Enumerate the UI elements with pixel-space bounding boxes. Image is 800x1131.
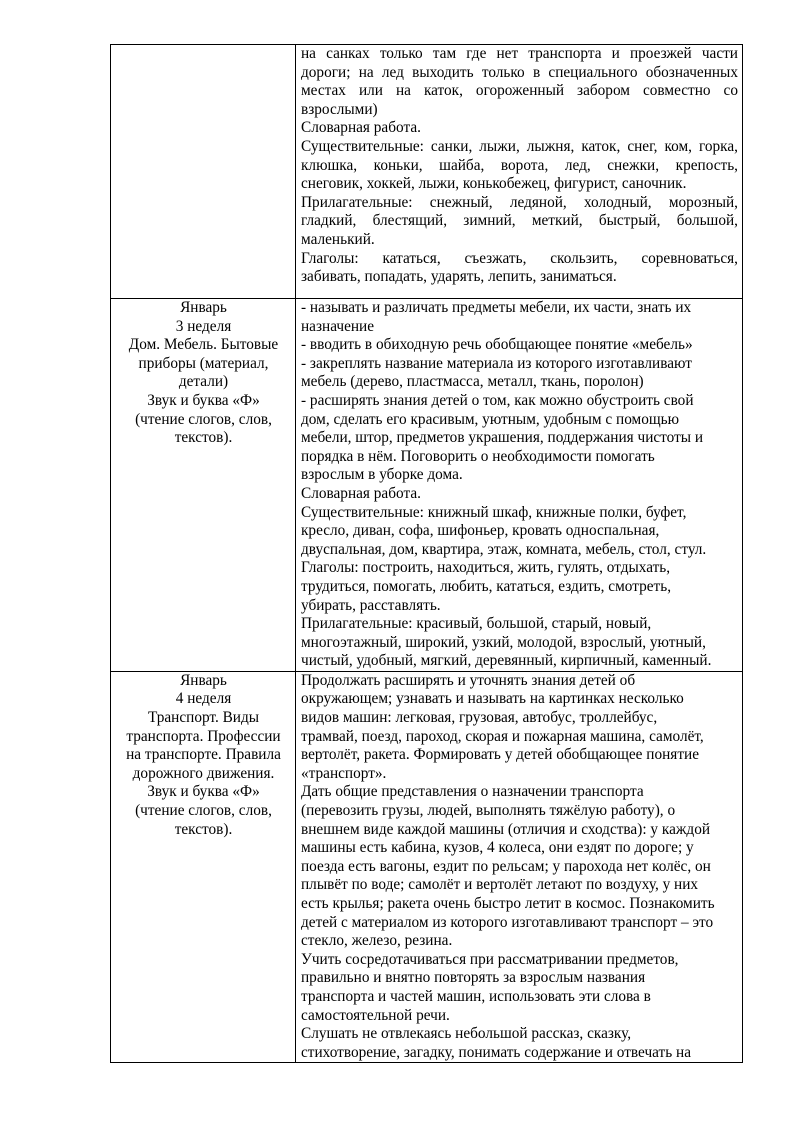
content-line: кресло, диван, софа, шифоньер, кровать односпальная, [301, 522, 660, 540]
content-line: взрослыми) [301, 100, 378, 118]
content-line: Прилагательные: красивый, большой, старый, новый, [301, 615, 652, 633]
period-cell [111, 671, 296, 1062]
content-line: убирать, расставлять. [301, 596, 441, 614]
content-cell [296, 45, 743, 299]
content-line: Прилагательные: снежный, ледяной, холодный, морозный, [301, 193, 738, 211]
content-line: транспорта и частей машин, использовать эти слова в [301, 987, 651, 1005]
period-line: детали) [178, 373, 229, 391]
period-line: 3 неделя [175, 317, 232, 335]
content-line: - вводить в обиходную речь обобщающее понятие «мебель» [301, 336, 693, 354]
plan-table [110, 44, 743, 1063]
content-line: вертолёт, ракета. Формировать у детей обобщающее понятие [301, 746, 699, 764]
content-line: Словарная работа. [301, 484, 421, 502]
period-cell [111, 45, 296, 299]
content-line: - закреплять название материала из которого изготавливают [301, 354, 692, 372]
content-line: маленький. [301, 230, 375, 248]
period-line: 4 неделя [175, 690, 232, 708]
content-line: дом, сделать его красивым, уютным, удобным с помощью [301, 410, 680, 428]
content-line: местах или на каток, огороженный забором совместно со [301, 82, 738, 100]
content-line: двуспальная, дом, квартира, этаж, комната, мебель, стол, стул. [301, 540, 707, 558]
content-line: мебели, штор, предметов украшения, поддержания чистоты и [301, 429, 704, 447]
period-line: приборы (материал, [138, 354, 269, 372]
content-line: внешнем виде каждой машины (отличия и сходства): у каждой [301, 820, 711, 838]
content-line: чистый, удобный, мягкий, деревянный, кирпичный, каменный. [301, 652, 712, 670]
content-line: плывёт по воде; самолёт и вертолёт летают по воздуху, у них [301, 876, 699, 894]
content-line: «транспорт». [301, 764, 387, 782]
content-line: Словарная работа. [301, 119, 421, 137]
content-line: Глаголы: кататься, съезжать, скользить, соревноваться, [301, 249, 738, 267]
content-line: порядка в нём. Поговорить о необходимости помогать [301, 447, 655, 465]
content-line: многоэтажный, широкий, узкий, молодой, взрослый, уютный, [301, 633, 706, 651]
period-line: Транспорт. Виды [147, 709, 260, 727]
content-line: дороги; на лед выходить только в специального обозначенных [301, 63, 738, 81]
content-line: клюшка, коньки, шайба, ворота, лед, снежки, крепость, [301, 156, 738, 174]
table-row [111, 45, 743, 299]
content-line: видов машин: легковая, грузовая, автобус, троллейбус, [301, 709, 658, 727]
table-row [111, 671, 743, 1062]
content-cell [296, 299, 743, 672]
content-line: Существительные: санки, лыжи, лыжня, каток, снег, ком, горка, [301, 137, 738, 155]
content-line: Слушать не отвлекаясь небольшой рассказ, сказку, [301, 1025, 632, 1043]
period-line: Звук и буква «Ф» [147, 391, 260, 409]
period-line: (чтение слогов, слов, [135, 802, 272, 820]
content-line: стекло, железо, резина. [301, 932, 453, 950]
content-line: окружающем; узнавать и называть на картинках несколько [301, 690, 684, 708]
content-line: (перевозить грузы, людей, выполнять тяжёлую работу), о [301, 802, 676, 820]
period-line: Звук и буква «Ф» [147, 783, 260, 801]
table-row [111, 299, 743, 672]
content-line: трудиться, помогать, любить, кататься, ездить, смотреть, [301, 577, 672, 595]
content-line: гладкий, блестящий, зимний, меткий, быстрый, большой, [301, 212, 738, 230]
content-line: - называть и различать предметы мебели, их части, знать их [301, 299, 692, 316]
content-line: детей с материалом из которого изготавливают транспорт – это [301, 913, 714, 931]
content-line: Продолжать расширять и уточнять знания детей об [301, 671, 636, 689]
content-line: взрослым в уборке дома. [301, 466, 463, 484]
content-line: правильно и внятно повторять за взрослым названия [301, 969, 646, 987]
period-line: дорожного движения. [132, 764, 275, 782]
content-line: забивать, попадать, ударять, лепить, заниматься. [301, 268, 617, 286]
content-line: Глаголы: построить, находиться, жить, гулять, отдыхать, [301, 559, 671, 577]
period-line: Январь [180, 299, 227, 316]
content-line: трамвай, поезд, пароход, скорая и пожарная машина, самолёт, [301, 727, 704, 745]
period-cell [111, 299, 296, 672]
content-line: есть крылья; ракета очень быстро летит в космос. Познакомить [301, 895, 715, 912]
content-line: Существительные: книжный шкаф, книжные полки, буфет, [301, 503, 687, 521]
period-line: транспорта. Профессии [126, 727, 281, 745]
content-line: поезда есть вагоны, ездит по рельсам; у парохода нет колёс, он [301, 857, 711, 875]
period-line: Дом. Мебель. Бытовые [128, 336, 279, 354]
content-line: Учить сосредотачиваться при рассматривании предметов, [301, 950, 679, 968]
content-line: мебель (дерево, пластмасса, металл, ткань, поролон) [301, 373, 644, 391]
period-line: текстов). [174, 429, 233, 447]
period-line: Январь [180, 671, 227, 689]
content-line: на санках только там где нет транспорта и проезжей части [301, 45, 738, 62]
content-line: снеговик, хоккей, лыжи, конькобежец, фигурист, саночник. [301, 175, 687, 193]
period-line: на транспорте. Правила [126, 746, 281, 764]
content-line: Дать общие представления о назначении транспорта [301, 783, 644, 801]
content-line: самостоятельной речи. [301, 1006, 450, 1024]
content-line: машины есть кабина, кузов, 4 колеса, они ездят по дороге; у [301, 839, 694, 857]
content-line: - расширять знания детей о том, как можно обустроить свой [301, 391, 694, 409]
content-line: стихотворение, загадку, понимать содержание и отвечать на [301, 1043, 691, 1061]
period-line: (чтение слогов, слов, [135, 410, 272, 428]
content-line: назначение [301, 317, 375, 335]
content-cell [296, 671, 743, 1062]
period-line: текстов). [174, 820, 233, 838]
